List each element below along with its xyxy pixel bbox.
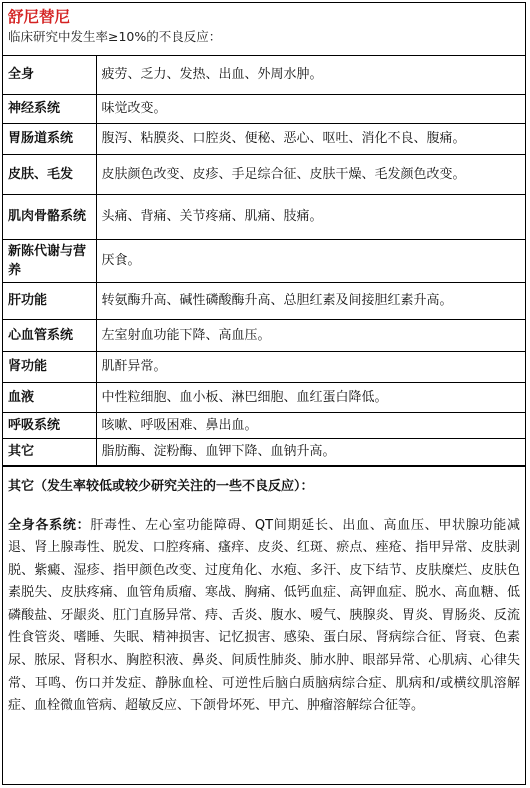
header (3, 3, 525, 56)
system-cell: 心血管系统 (3, 319, 96, 351)
system-cell: 肾功能 (3, 351, 96, 382)
system-cell: 新陈代谢与营养 (3, 239, 96, 282)
table-row (3, 123, 525, 154)
adverse-reactions-card (2, 2, 526, 785)
system-cell: 全身 (3, 56, 96, 94)
system-cell: 神经系统 (3, 94, 96, 123)
system-cell: 胃肠道系统 (3, 123, 96, 154)
table-row (3, 194, 525, 239)
effects-cell: 左室射血功能下降、高血压。 (96, 319, 525, 351)
table-row (3, 438, 525, 465)
table-row (3, 239, 525, 282)
effects-cell: 脂肪酶、淀粉酶、血钾下降、血钠升高。 (96, 438, 525, 465)
effects-cell: 皮肤颜色改变、皮疹、手足综合征、皮肤干燥、毛发颜色改变。 (96, 154, 525, 194)
other-section-title: 其它（发生率较低或较少研究关注的一些不良反应）： (8, 478, 314, 494)
drug-name: 舒尼替尼 (8, 8, 71, 26)
system-cell: 肝功能 (3, 282, 96, 319)
table-row (3, 382, 525, 412)
other-section-label: 全身各系统： (8, 517, 91, 533)
effects-cell: 腹泻、粘膜炎、口腔炎、便秘、恶心、呕吐、消化不良、腹痛。 (96, 123, 525, 154)
table-row (3, 56, 525, 94)
system-cell: 呼吸系统 (3, 412, 96, 438)
other-section (3, 466, 525, 718)
effects-cell: 中性粒细胞、血小板、淋巴细胞、血红蛋白降低。 (96, 382, 525, 412)
table-row (3, 94, 525, 123)
effects-cell: 咳嗽、呼吸困难、鼻出血。 (96, 412, 525, 438)
other-section-text: 肝毒性、左心室功能障碍、QT间期延长、出血、高血压、甲状腺功能减退、肾上腺毒性、脱发、口腔疼痛、瘙痒、皮炎、红斑、瘀点、痤疮、指甲异常、皮肤剥脱、紫癜、湿疹、指甲颜色改变、过度角化、水疱、多汗、皮下结节、皮肤糜烂、皮肤色素脱失、皮肤疼痛、血管角质瘤、寒战、胸痛、低钙血症、高钾血症、脱水、高血糖、低磷酸盐、牙龈炎、肛门直肠异常、痔、舌炎、腹水、嗳气、胰腺炎、胃炎、胃肠炎、反流性食管炎、嗜睡、失眠、精神损害、记忆损害、感染、蛋白尿、肾病综合征、肾衰、色素尿、脓尿、肾积水、胸腔积液、鼻炎、间质性肺炎、肺水肿、眼部异常、心肌病、心律失常、耳鸣、伤口并发症、静脉血栓、可逆性后脑白质脑病综合症、肌病和/或横纹肌溶解症、血栓微血管病、超敏反应、下颌骨坏死、甲亢、肿瘤溶解综合征等。 (8, 517, 520, 714)
effects-cell: 转氨酶升高、碱性磷酸酶升高、总胆红素及间接胆红素升高。 (96, 282, 525, 319)
system-cell: 血液 (3, 382, 96, 412)
table-row (3, 351, 525, 382)
effects-cell: 疲劳、乏力、发热、出血、外周水肿。 (96, 56, 525, 94)
adverse-reactions-table (3, 56, 525, 466)
table-row (3, 412, 525, 438)
system-cell: 其它 (3, 438, 96, 465)
effects-cell: 肌酐异常。 (96, 351, 525, 382)
other-section-body (8, 515, 520, 718)
table-row (3, 282, 525, 319)
intro-text: 临床研究中发生率≥10%的不良反应： (8, 29, 222, 44)
system-cell: 肌肉骨骼系统 (3, 194, 96, 239)
effects-cell: 头痛、背痛、关节疼痛、肌痛、肢痛。 (96, 194, 525, 239)
table-row (3, 154, 525, 194)
system-cell: 皮肤、毛发 (3, 154, 96, 194)
table-row (3, 319, 525, 351)
effects-cell: 厌食。 (96, 239, 525, 282)
effects-cell: 味觉改变。 (96, 94, 525, 123)
